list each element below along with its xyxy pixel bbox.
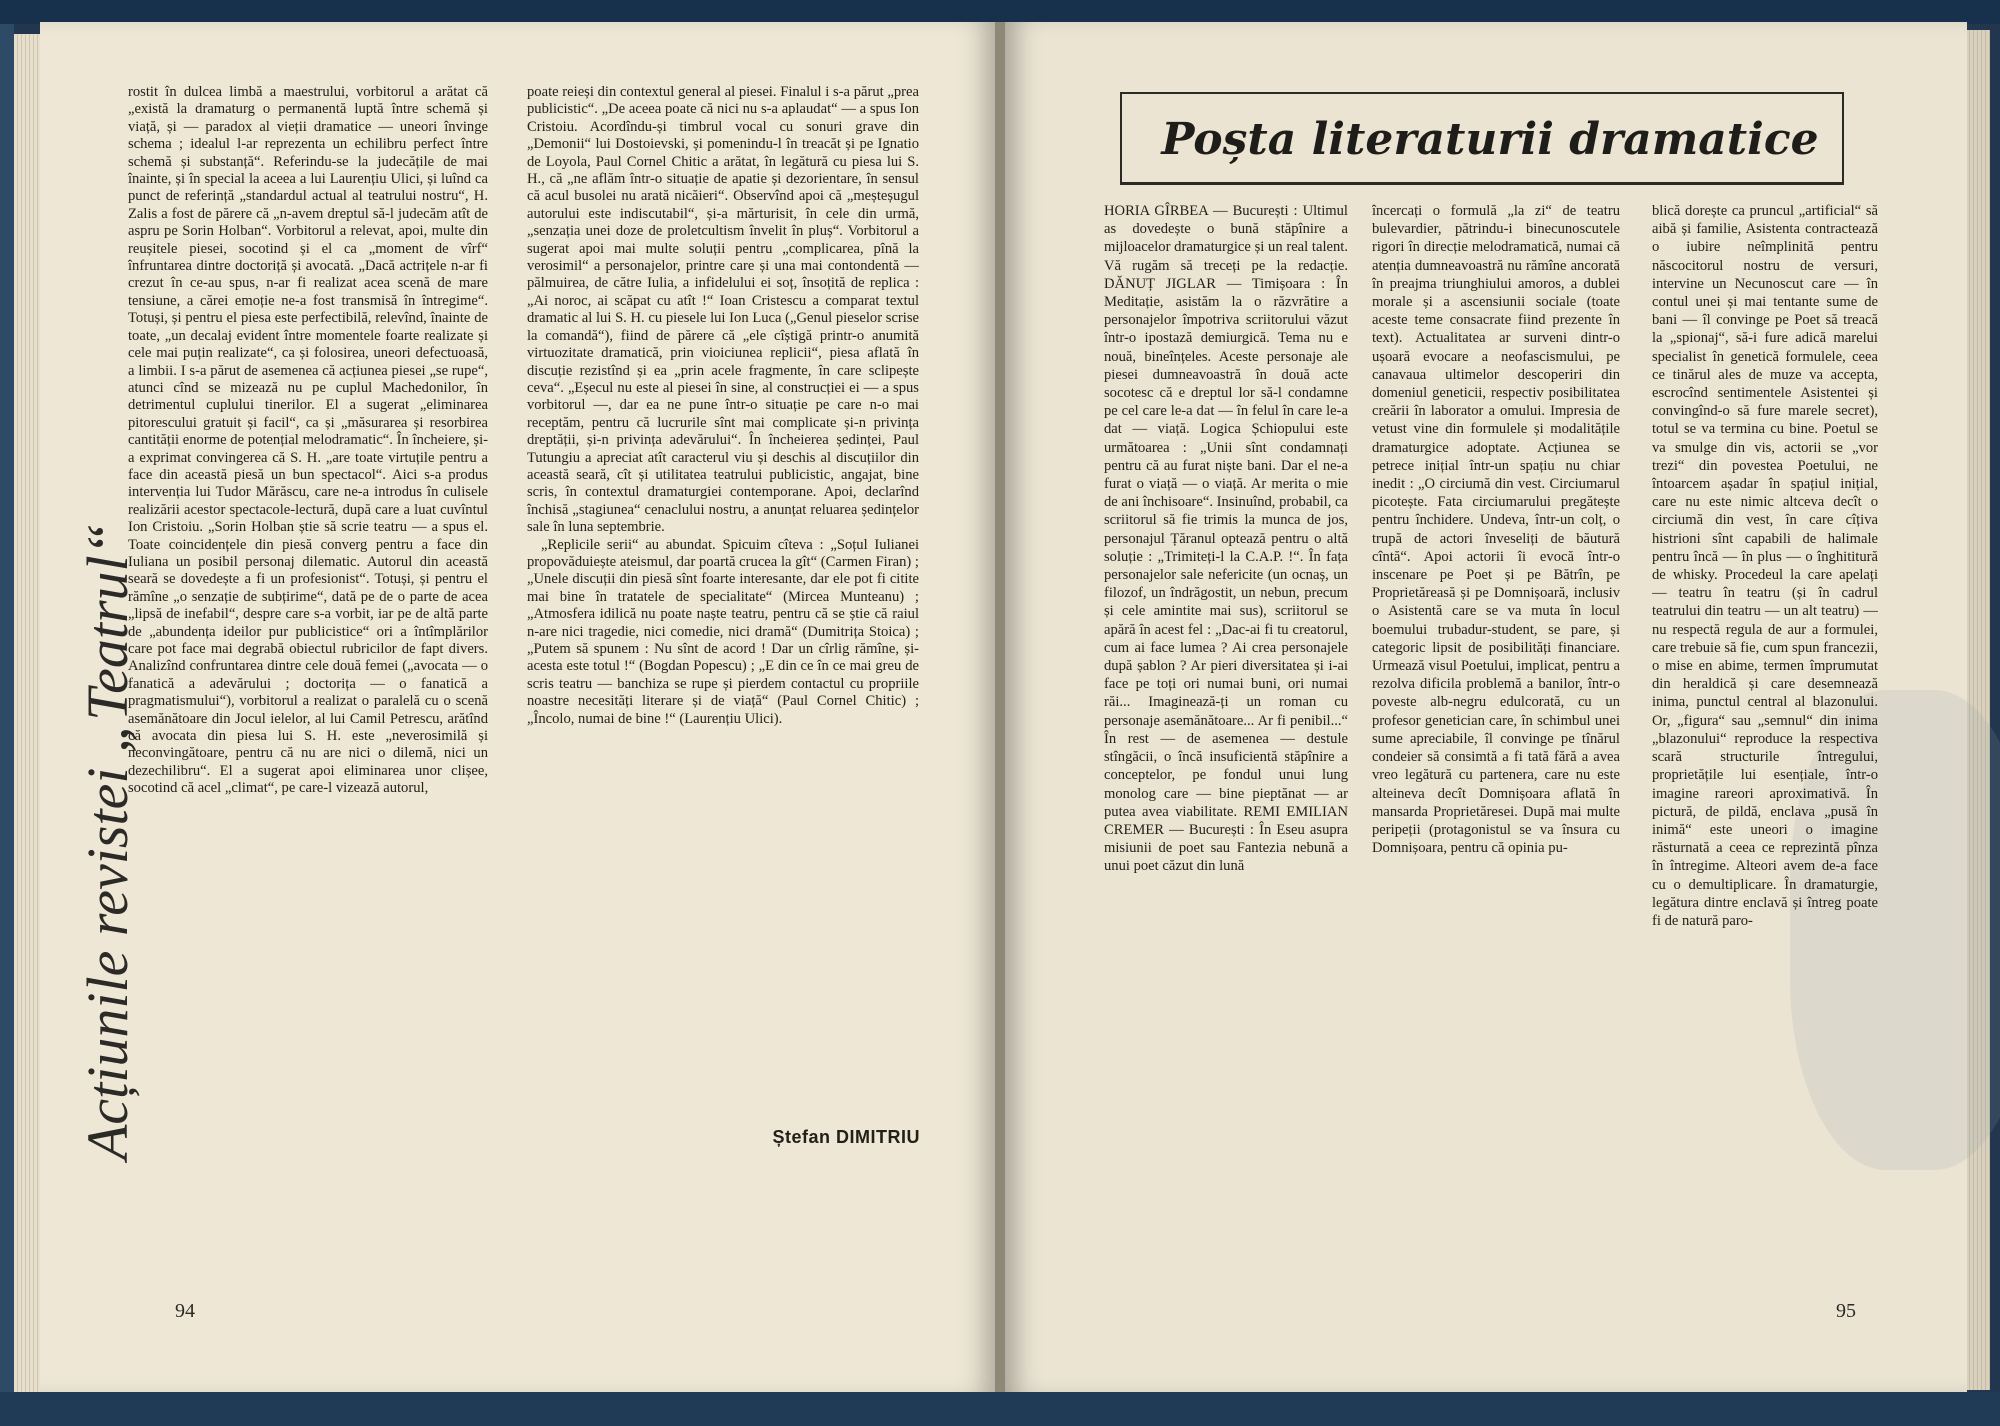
article-paragraph: rostit în dulcea limbă a maestrului, vorbitorul a arătat că „există la dramaturg o permanentă luptă între schemă și viață, și — paradox al vieții dramatice — uneori învinge schema ; idealul l-ar reprezenta un echilibru perfect între schemă și substanță“. Referindu-se la judecățile de mai înainte, și în special la aceea a lui Laurențiu Ulici, și luînd ca punct de referință „standardul actual al teatrului nostru“, H. Zalis a fost de părere că „n-avem dreptul să-l judecăm atît de aspru pe Sorin Holban“. Vorbitorul a relevat, apoi, multe din reușitele piesei, socotind și el ca „moment de vîrf“ înfruntarea dintre doctoriță și avocată. „Dacă actrițele n-ar fi crezut în ce-au spus, n-ar fi realizat acea scenă de mare tensiune, a cărei emoție ne-a fost transmisă în întregime“. Totuși, și pentru el piesa este perfectibilă, relevînd, înainte de toate, „un decalaj evident între momentele foarte realizate și cele mai puțin realizate“, ca și folosirea, uneori defectuoasă, a limbii. I s-a părut de asemenea că acțiunea piesei „se rupe“, atunci cînd se mizează nu pe cuplul Machedonilor, în detrimentul cuplului tinerilor. El a sugerat „eliminarea pitorescului gratuit și facil“, ca și „măsurarea și resorbirea cantității enorme de potențial melodramatic“. În încheiere, și-a exprimat convingerea că S. H. „are toate virtuțile pentru a face din această piesă un bun spectacol“. Aici s-a produs intervenția lui Tudor Mărăscu, care ne-a introdus în culisele realizării acestor spectacole-lectură, după care a luat cuvîntul Ion Cristoiu. „Sorin Holban știe să scrie teatru — a spus el. Toate coincidențele din piesă converg pentru a face din Iuliana un posibil personaj dilematic. Autorul din această seară se dovedește a fi un profesionist“. Totuși, și pentru el rămîne „o senzație de subțirime“, dată pe de o parte de acea „lipsă de inefabil“, despre care s-a vorbit, iar pe de altă parte de „abundența ideilor pur publicistice“ ori a întîmplărilor care pot face mai degrabă obiectul rubricilor de fapt divers. Analizînd confruntarea dintre cele două femei („avocata — o fanatică a adevărului ; doctorița — o fanatică a pragmatismului“), vorbitorul a realizat o paralelă cu o scenă asemănătoare din Jocul ielelor, al lui Camil Petrescu, arătînd că avocata din piesa lui S. H. este „neverosimilă și neconvingătoare, pentru că nu are nici o dilemă, nici un dezechilibru“. El a sugerat apoi eliminarea unor clișee, socotind că acel „climat“, pe care-l vizează autorul, xyxy=(128,84,488,797)
background-top xyxy=(0,0,2000,24)
left-page-edges xyxy=(14,34,42,1394)
page-number-right: 95 xyxy=(1836,1300,1856,1322)
letters-text: HORIA GÎRBEA — București : Ultimul as dovedește o bună stăpînire a mijloacelor dramaturgice și un real talent. Vă rugăm să treceți pe la redacție. DĂNUȚ JIGLAR — Timișoara : În Meditație, asistăm la o răzvrătire a personajelor împotriva scriitorului văzut într-o ipostază demiurgică. Tema nu e nouă, bineînțeles. Aceste personaje ale piesei dumneavoastră în două acte socotesc că e dreptul lor să-l condamne pe cel care le-a dat — în felul în care le-a dat — viață. Logica Șchiopului este următoarea : „Unii sînt condamnați pentru că au furat niște bani. Dar el ne-a furat o viață — o viață. Ar merita o mie de ani închisoare“. Insinuînd, probabil, ca scriitorul să fie trimis la munca de jos, personajul Țăranul optează pentru o altă soluție : „Trimiteți-l la C.A.P. !“. În fața personajelor sale nefericite (un ocnaș, un filozof, un îndrăgostit, un nebun, precum și cele amintite mai sus), scriitorul se apără în acest fel : „Dac-ai fi tu creatorul, cum ai face lumea ? Ai crea personajele după șablon ? Ar pieri diversitatea și i-ai face pe toți ori numai buni, ori numai răi... Imaginează-ți un roman cu personaje asemănătoare... Ar fi penibil...“ În rest — de asemenea — destule stîngăcii, o încă insuficientă stăpînire a conceptelor, pe fondul unui lung monolog care — bine pieptănat — ar putea avea viabilitate. REMI EMILIAN CREMER — București : În Eseu asupra misiunii de poet sau Fantezia nebună a unui poet căzut din lună xyxy=(1104,203,1348,875)
article-paragraph: „Replicile serii“ au abundat. Spicuim cîteva : „Soțul Iulianei propovăduiește ateismul, dar poartă crucea la gît“ (Carmen Firan) ; „Unele discuții din piesă sînt foarte interesante, dar ele pot fi citite mai bine în tratatele de specialitate“ (Mircea Munteanu) ; „Atmosfera idilică nu poate naște teatru, pentru că se știe că raiul n-are nici tragedie, nici comedie, nici dramă“ (Dumitrița Stoica) ; „Putem să spunem : Nu sînt de acord ! Dar un cîrlig rămîne, și-acesta este totul !“ (Bogdan Popescu) ; „E din ce în ce mai greu de scris teatru — banchiza se rupe și pierdem contactul cu propriile noastre necesități literare și de viață“ (Paul Cornel Chitic) ; „Încolo, numai de bine !“ (Laurențiu Ulici). xyxy=(527,536,919,727)
author-byline: Ștefan DIMITRIU xyxy=(772,1127,920,1147)
right-column-2 xyxy=(1372,202,1620,1282)
page-number-left: 94 xyxy=(175,1300,195,1322)
left-column-2 xyxy=(527,84,919,1144)
right-column-1 xyxy=(1104,202,1348,1282)
binding-spine xyxy=(0,24,14,1404)
letters-text: blică dorește ca pruncul „artificial“ să aibă și familie, Asistenta contractează o iubire neîmplinită pentru născocitorul nostru de versuri, intervine un Necunoscut care — în contul unei și mai tentante sume de bani — îl convinge pe Poet să treacă la „spionaj“, să-i fure adică marelui specialist în genetică formulele, ceea ce tinărul ales de muze va accepta, escrocînd sentimentele Asistentei și convingînd-o să fure marele secret), totul se va termina cu bine. Poetul se va smulge din vis, actorii se „vor trezi“ din povestea Poetului, ne întoarcem așadar în spațiul inițial, care nu este nimic altceva decît o circiumă din vest, în care cîțiva histrioni sînt capabili de halimale pentru încă — în plus — o înghititură de whisky. Procedeul la care apelați — teatru în teatru (și în cadrul teatrului din teatru — un alt teatru) — nu respectă regula de aur a formulei, care trebuie să fie, cum spun francezii, o mise en abime, termen împrumutat din heraldică și care desemnează inima, punctul central al blazonului. Or, „figura“ sau „semnul“ din inima „blazonului“ reproduce la respectiva scară structurile întregului, proprietățile lui esențiale, într-o imagine rareori aproximativă. În pictură, de pildă, enclava „pusă în inimă“ este uneori o imagine răsturnată a ceea ce reprezintă pînza în întregime. Alteori avem de-a face cu o demultiplicare. În dramaturgie, legătura dintre enclavă și întreg poate fi de natură paro- xyxy=(1652,203,1878,929)
left-column-1 xyxy=(128,84,488,1144)
section-title: Acțiunile revistei „Teatrul“ xyxy=(75,523,140,1160)
background-bottom xyxy=(0,1392,2000,1426)
right-column-3 xyxy=(1652,202,1878,1282)
book-gutter xyxy=(995,22,1005,1392)
letters-text: încercați o formulă „la zi“ de teatru bulevardier, pătrindu-i binecunoscutele rigori în direcție melodramatică, numai că atenția dumneavoastră nu rămîne ancorată în preajma triunghiului amoros, a dublei morale și a ascensiunii sociale (toate aceste teme consacrate fiind prezente în text). Actualitatea ar surveni dintr-o ușoară evocare a neofascismului, pe canavaua ultimelor descoperiri din domeniul geneticii, respectiv posibilitatea creării în laborator a omului. Impresia de vetust vine din formulele și modalitățile dramaturgice adoptate. Acțiunea se petrece inițial într-un spațiu nu chiar inedit : „O circiumă din vest. Circiumarul picotește. Fata circiumarului pregătește pentru închidere. Undeva, într-un colț, o trupă de actori înveseliți de băutură cîntă“. Apoi actorii îi evocă într-o inscenare pe Poet și pe Bătrîn, pe Proprietăreasă și pe Domnișoară, inclusiv o Asistentă care se va muta în locul boemului trubadur-student, se pare, și categoric lipsit de posibilități financiare. Urmează visul Poetului, implicat, pentru a rezolva dificila problemă a banilor, într-o poveste alb-negru edulcorată, cu un profesor genetician care, în schimbul unei sume apreciabile, îl convinge pe tînărul condeier să consimtă a fi tată fără a avea vreo legătură cu partenera, care nu este alteineva decît Domnișoara aflată în mansarda Proprietăresei. După mai multe peripeții (protagonistul se va însura cu Domnișoara, pentru că opinia pu- xyxy=(1372,203,1620,857)
page-header-title: Poșta literaturii dramatice xyxy=(1161,114,1819,165)
article-paragraph: poate reieși din contextul general al piesei. Finalul i s-a părut „prea publicistic“. „De aceea poate că nici nu s-a aplaudat“ — a spus Ion Cristoiu. Acordîndu-și timbrul vocal cu sonuri grave din „Demonii“ lui Dostoievski, și pomenindu-l în treacăt și pe Ignatio de Loyola, Paul Cornel Chitic a arătat, în legătură cu piesa lui S. H., că „ne aflăm într-o situație de apatie și dezorientare, în sensul că acul busolei nu arată nicăieri“. Observînd apoi că „meșteșugul autorului este indiscutabil“, și-a mărturisit, în cele din urmă, „senzația unei doze de proletcultism învelit în pluș“. Vorbitorul a sugerat apoi mai multe soluții pentru „complicarea, pînă la verosimil“ a personajelor, printre care și una mai contondentă — pălmuirea, de către Iulia, a infidelului ei soț, însoțită de replica : „Ai noroc, ai scăpat cu atît !“ Ioan Cristescu a comparat textul dramatic al lui S. H. cu piesele lui Ion Luca („Genul pieselor scrise la comandă“), fiind de părere că „ele cîștigă printr-o anumită virtuozitate dramatică, prin vioiciunea replicii“, piesa aflată în discuție rezistînd și ea „prin acele fragmente, în care sclipește ceva“. „Eșecul nu este al piesei în sine, al construcției ei — a spus vorbitorul —, dar ea ne pune într-o situație pe care n-o mai receptăm, pentru că lucrurile sînt mai complicate și-n privința dreptății, și-n privința adevărului“. În încheierea ședinței, Paul Tutungiu a apreciat atît caracterul viu și deschis al discuțiilor din această seară, cît și utilitatea teatrului publicistic, angajat, bine scris, în contextul dramaturgiei contemporane. Apoi, declarînd închisă „stagiunea“ cenaclului nostru, a anunțat reluarea ședințelor sale în luna septembrie. xyxy=(527,84,919,536)
